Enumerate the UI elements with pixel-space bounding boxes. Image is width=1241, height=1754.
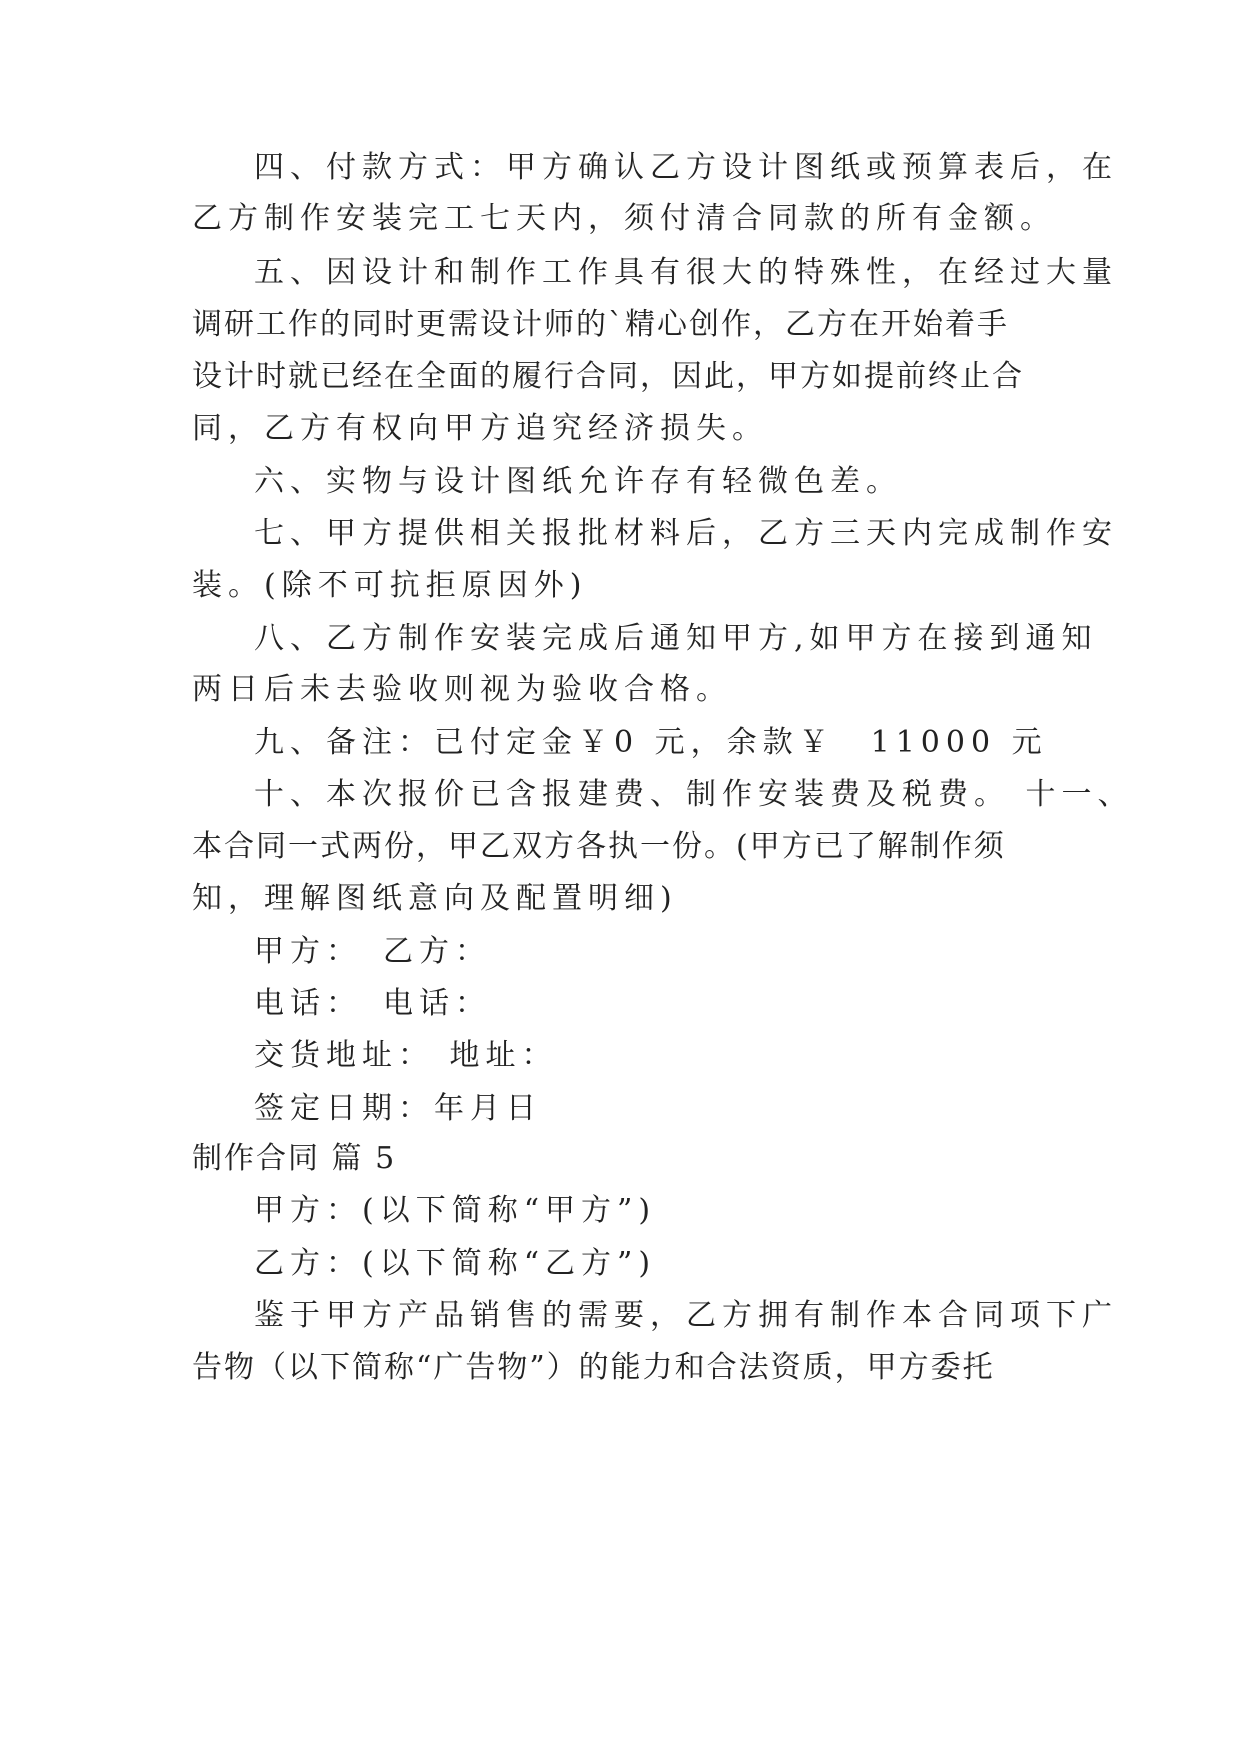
party-b-definition: 乙方：(以下简称“乙方”) [254,1246,657,1281]
address-line: 交货地址： 地址： [254,1038,558,1073]
clause-5-line-1: 五、因设计和制作工作具有很大的特殊性，在经过大量 [254,255,1118,290]
section-heading: 制作合同 篇 5 [192,1141,397,1176]
clause-8-line-1: 八、乙方制作安装完成后通知甲方,如甲方在接到通知 [254,621,1098,656]
signing-date-line: 签定日期：年月日 [254,1091,542,1126]
clause-9-remark: 九、备注：已付定金￥0 元，余款￥ 11000 元 [254,725,1048,760]
recital-line-2: 告物（以下简称“广告物”）的能力和合法资质，甲方委托 [192,1350,995,1385]
clause-5-line-2: 调研工作的同时更需设计师的`精心创作，乙方在开始着手 [192,307,1009,342]
party-signature-line: 甲方： 乙方： [254,934,491,969]
clause-11-line-1: 本合同一式两份，甲乙双方各执一份。(甲方已了解制作须 [192,829,1006,864]
clause-5-line-4: 同，乙方有权向甲方追究经济损失。 [192,411,768,446]
party-a-definition: 甲方：(以下简称“甲方”) [254,1193,657,1228]
clause-4-line-1: 四、付款方式：甲方确认乙方设计图纸或预算表后，在 [254,150,1118,185]
clause-7-line-2: 装。(除不可抗拒原因外) [192,568,588,603]
recital-line-1: 鉴于甲方产品销售的需要，乙方拥有制作本合同项下广 [254,1298,1118,1333]
clause-5-line-3: 设计时就已经在全面的履行合同，因此，甲方如提前终止合 [192,359,1024,394]
clause-11-line-2: 知，理解图纸意向及配置明细) [192,881,678,916]
clause-7-line-1: 七、甲方提供相关报批材料后，乙方三天内完成制作安 [254,516,1118,551]
clause-10-line-1: 十、本次报价已含报建费、制作安装费及税费。 十一、 [254,777,1134,812]
phone-line: 电话： 电话： [254,986,491,1021]
clause-8-line-2: 两日后未去验收则视为验收合格。 [192,672,732,707]
clause-6-line-1: 六、实物与设计图纸允许存有轻微色差。 [254,464,902,499]
clause-4-line-2: 乙方制作安装完工七天内，须付清合同款的所有金额。 [192,201,1056,236]
